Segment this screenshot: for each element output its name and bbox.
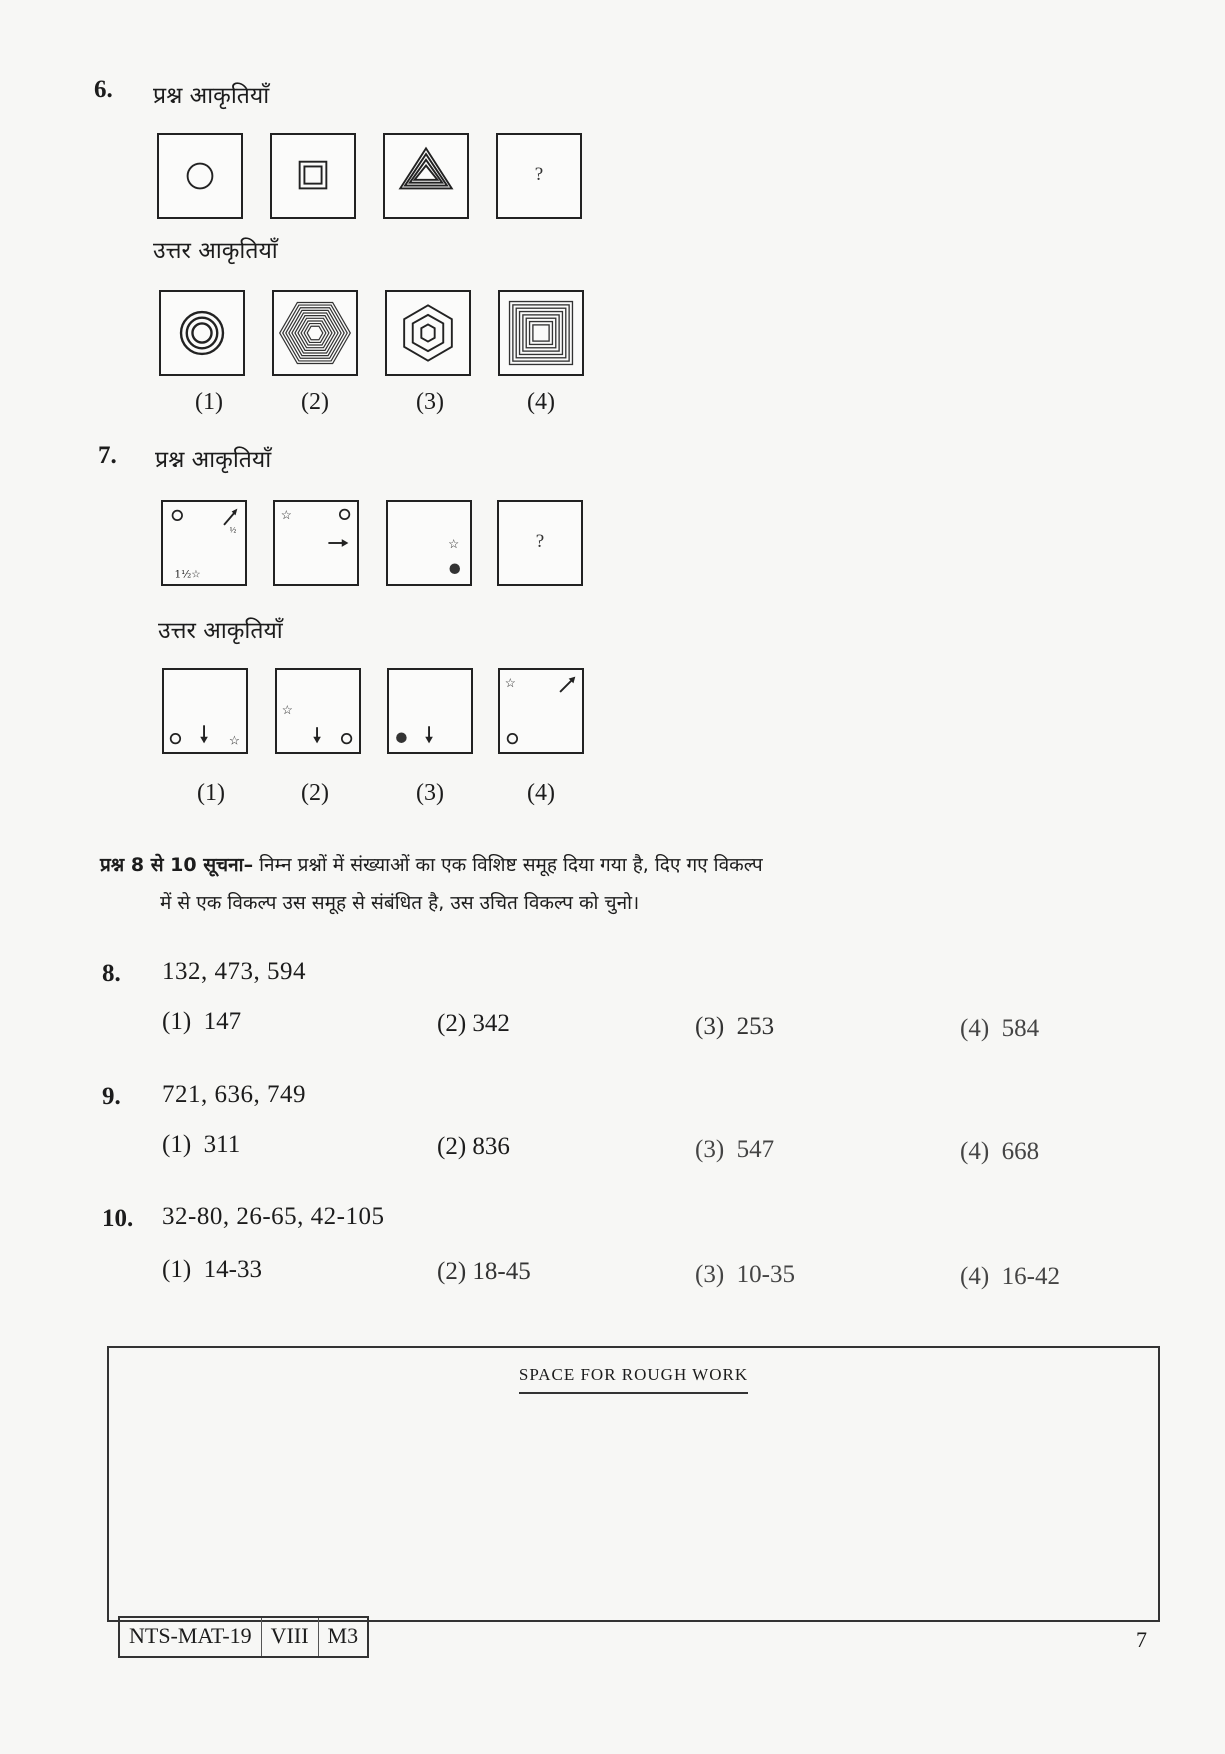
instruction-line-1: निम्न प्रश्नों में संख्याओं का एक विशिष्ट समूह दिया गया है, दिए गए विकल्प — [259, 854, 763, 876]
q7-question-mark: ? — [535, 530, 545, 552]
q8-series: 132, 473, 594 — [162, 958, 306, 985]
q7-answer-figure-3 — [387, 668, 473, 754]
q7-answer-label-2: (2) — [301, 780, 329, 806]
q7-question-figure-4 — [497, 500, 583, 586]
q7-question-figure-3 — [386, 500, 472, 586]
q9-option-2: (2) 836 — [437, 1133, 510, 1160]
q9-option-4: (4) 668 — [960, 1138, 1040, 1165]
q7-question-figure-1 — [161, 500, 247, 586]
q10-option-1: (1) 14-33 — [162, 1256, 262, 1283]
q6-question-heading: प्रश्न आकृतियाँ — [153, 83, 270, 109]
q6-question-figure-4 — [496, 133, 582, 219]
q7-number: 7. — [98, 442, 117, 469]
q7-answer-figure-1 — [162, 668, 248, 754]
q6-answer-label-3: (3) — [416, 389, 444, 415]
instruction-lead: प्रश्न 8 से 10 सूचना– — [100, 854, 254, 876]
q9-option-1: (1) 311 — [162, 1131, 241, 1158]
q7-answer-label-3: (3) — [416, 780, 444, 806]
q7-question-heading: प्रश्न आकृतियाँ — [155, 447, 272, 473]
q6-answer-label-1: (1) — [195, 389, 223, 415]
footer-class: VIII — [262, 1618, 319, 1656]
rough-work-box — [107, 1346, 1160, 1622]
q8-number: 8. — [102, 960, 121, 987]
svg-text:☆: ☆ — [280, 507, 292, 523]
q10-option-3: (3) 10-35 — [695, 1261, 795, 1288]
rough-work-title: SPACE FOR ROUGH WORK — [519, 1365, 748, 1394]
page-number: 7 — [1136, 1627, 1147, 1652]
q6-answer-figure-2 — [272, 290, 358, 376]
q8-option-2: (2) 342 — [437, 1010, 510, 1037]
q6-question-figure-1 — [157, 133, 243, 219]
q7-answer-label-4: (4) — [527, 780, 555, 806]
q7-answer-heading: उत्तर आकृतियाँ — [158, 618, 283, 644]
q7-fig1-fraction: ½ — [229, 524, 237, 535]
q6-answer-figure-4 — [498, 290, 584, 376]
q7-fig1-label: 1½☆ — [174, 568, 201, 581]
q6-answer-label-4: (4) — [527, 389, 555, 415]
q7-answer-label-1: (1) — [197, 780, 225, 806]
footer-set: M3 — [327, 1623, 359, 1648]
q8-option-1: (1) 147 — [162, 1008, 242, 1035]
q6-answer-figure-1 — [159, 290, 245, 376]
q6-question-figure-3 — [383, 133, 469, 219]
footer-code: NTS-MAT-19 — [120, 1618, 262, 1656]
q6-number: 6. — [94, 76, 113, 103]
svg-text:☆: ☆ — [448, 535, 460, 551]
q7-answer-figure-2 — [275, 668, 361, 754]
q6-answer-heading: उत्तर आकृतियाँ — [153, 238, 278, 264]
svg-text:☆: ☆ — [228, 732, 240, 748]
q7-answer-figure-4 — [498, 668, 584, 754]
q8-option-3: (3) 253 — [695, 1013, 775, 1040]
q6-answer-figure-3 — [385, 290, 471, 376]
q8-option-4: (4) 584 — [960, 1015, 1040, 1042]
q6-question-figure-2 — [270, 133, 356, 219]
q9-number: 9. — [102, 1083, 121, 1110]
q10-option-4: (4) 16-42 — [960, 1263, 1060, 1290]
footer-code-box — [118, 1616, 369, 1658]
q9-series: 721, 636, 749 — [162, 1081, 306, 1108]
q10-series: 32-80, 26-65, 42-105 — [162, 1203, 385, 1230]
svg-text:☆: ☆ — [281, 701, 293, 717]
q6-answer-label-2: (2) — [301, 389, 329, 415]
svg-text:☆: ☆ — [504, 675, 516, 691]
instruction-block — [100, 846, 1160, 922]
instruction-line-2: में से एक विकल्प उस समूह से संबंधित है, उस उचित विकल्प को चुनो। — [160, 892, 640, 914]
svg-text:?: ? — [534, 163, 544, 185]
q7-question-figure-2 — [273, 500, 359, 586]
q10-number: 10. — [102, 1205, 134, 1232]
q10-option-2: (2) 18-45 — [437, 1258, 531, 1285]
q9-option-3: (3) 547 — [695, 1136, 775, 1163]
